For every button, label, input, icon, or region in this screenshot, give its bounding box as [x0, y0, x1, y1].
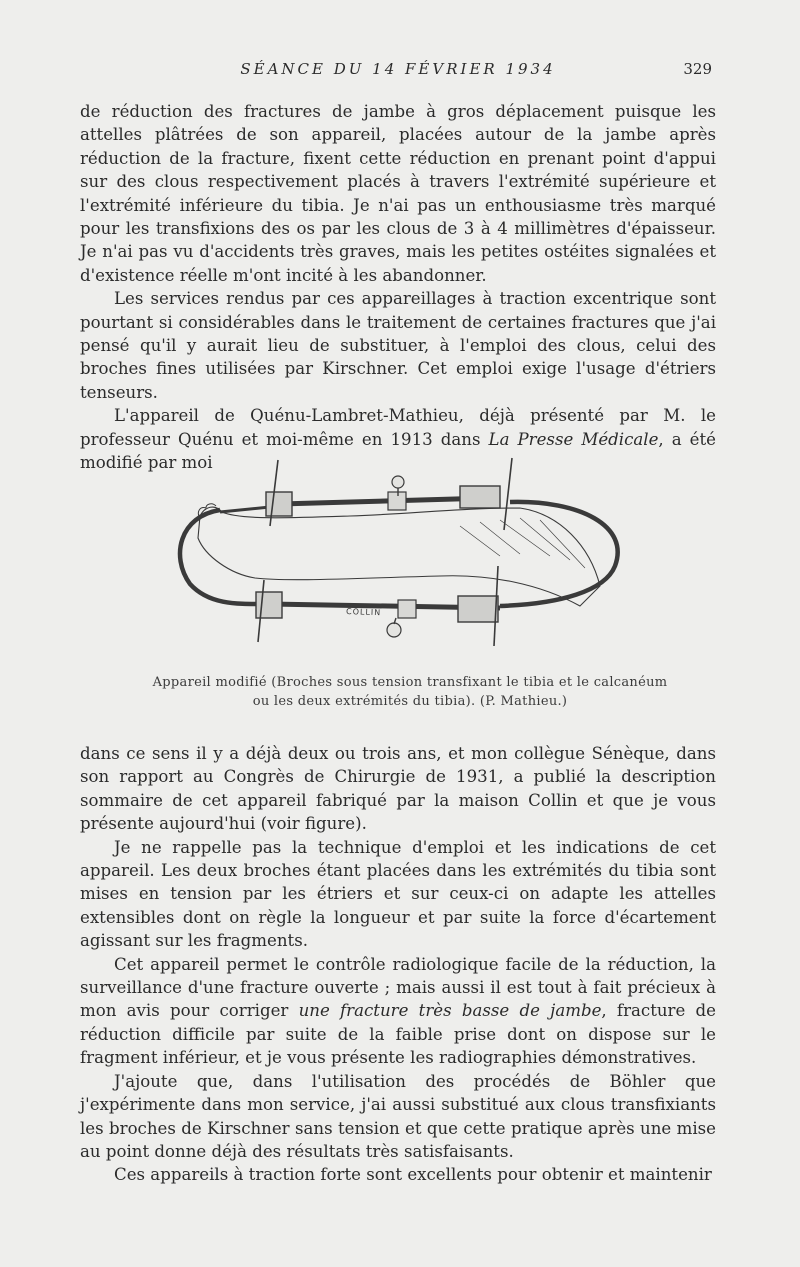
- paragraph-6-emphasis: une fracture très basse de jambe: [298, 1001, 602, 1021]
- caption-line-2: ou les deux extrémités du tibia). (P. Mathieu.): [252, 694, 568, 709]
- figure-caption: [110, 673, 710, 711]
- page-header: [80, 60, 716, 84]
- paragraph-6: [80, 953, 716, 1070]
- paragraph-6-text-b: , fracture de réduction difficile par suite de la faible prise dont on dispose sur le fragment inférieur, et je vous présente les radiographies démonstratives.: [80, 1001, 717, 1068]
- running-title: SÉANCE DU 14 FÉVRIER 1934: [240, 60, 556, 78]
- apparatus-figure: [160, 456, 640, 656]
- caption-line-1: Appareil modifié (Broches sous tension transfixant le tibia et le calcanéum: [152, 675, 668, 690]
- page-number: 329: [683, 60, 712, 78]
- text-block-bottom: [80, 742, 716, 1187]
- journal-title: La Presse Médicale: [488, 429, 659, 449]
- paragraph-8: Ces appareils à traction forte sont excellents pour obtenir et maintenir: [114, 1165, 712, 1185]
- paragraph-1: de réduction des fractures de jambe à gros déplacement puisque les attelles plâtrées de son appareil, placées autour de la jambe après réduction de la fracture, fixent cette réduction en prenant point d'appui sur des clous respectivement placés à travers l'extrémité supérieure et l'extrémité inférieure du tibia. Je n'ai pas un enthousiasme très marqué pour les transfixions des os par les clous de 3 à 4 millimètres d'épaisseur. Je n'ai pas vu d'accidents très graves, mais les petites ostéites signalées et d'existence réelle m'ont incité à les abandonner.: [80, 102, 716, 285]
- paragraph-3-text-a: L'appareil de Quénu-Lambret-Mathieu, déjà présenté par M. le professeur Quénu et moi-même en 1913 dans: [80, 406, 716, 449]
- text-block-top: [80, 100, 716, 475]
- paragraph-6-text-a: Cet appareil permet le contrôle radiologique facile de la réduction, la surveillance d'une fracture ouverte ; mais aussi il est tout à fait précieux à mon avis pour corriger: [80, 954, 716, 1021]
- paragraph-2: Les services rendus par ces appareillages à traction excentrique sont pourtant si considérables dans le traitement de certaines fractures que j'ai pensé qu'il y aurait lieu de substituer, à l'emploi des clous, celui des broches fines utilisées par Kirschner. Cet emploi exige l'usage d'étriers tenseurs.: [80, 289, 716, 402]
- engraving-label: COLLIN: [345, 607, 382, 618]
- paragraph-4: dans ce sens il y a déjà deux ou trois ans, et mon collègue Sénèque, dans son rapport au Congrès de Chirurgie de 1931, a publié la description sommaire de cet appareil fabriqué par la maison Collin et que je vous présente aujourd'hui (voir figure).: [80, 744, 716, 834]
- paragraph-3-text-b: , a été modifié par moi: [80, 429, 716, 473]
- paragraph-5: Je ne rappelle pas la technique d'emploi et les indications de cet appareil. Les deux broches étant placées dans les extrémités du tibia sont mises en tension par les étriers et sur ceux-ci on adapte les attelles extensibles dont on règle la longueur et par suite la force d'écartement agissant sur les fragments.: [80, 837, 716, 951]
- paragraph-7: J'ajoute que, dans l'utilisation des procédés de Böhler que j'expérimente dans mon service, j'ai aussi substitué aux clous transfixiants les broches de Kirschner sans tension et que cette pratique après une mise au point donne déjà des résultats très satisfaisants.: [80, 1071, 716, 1161]
